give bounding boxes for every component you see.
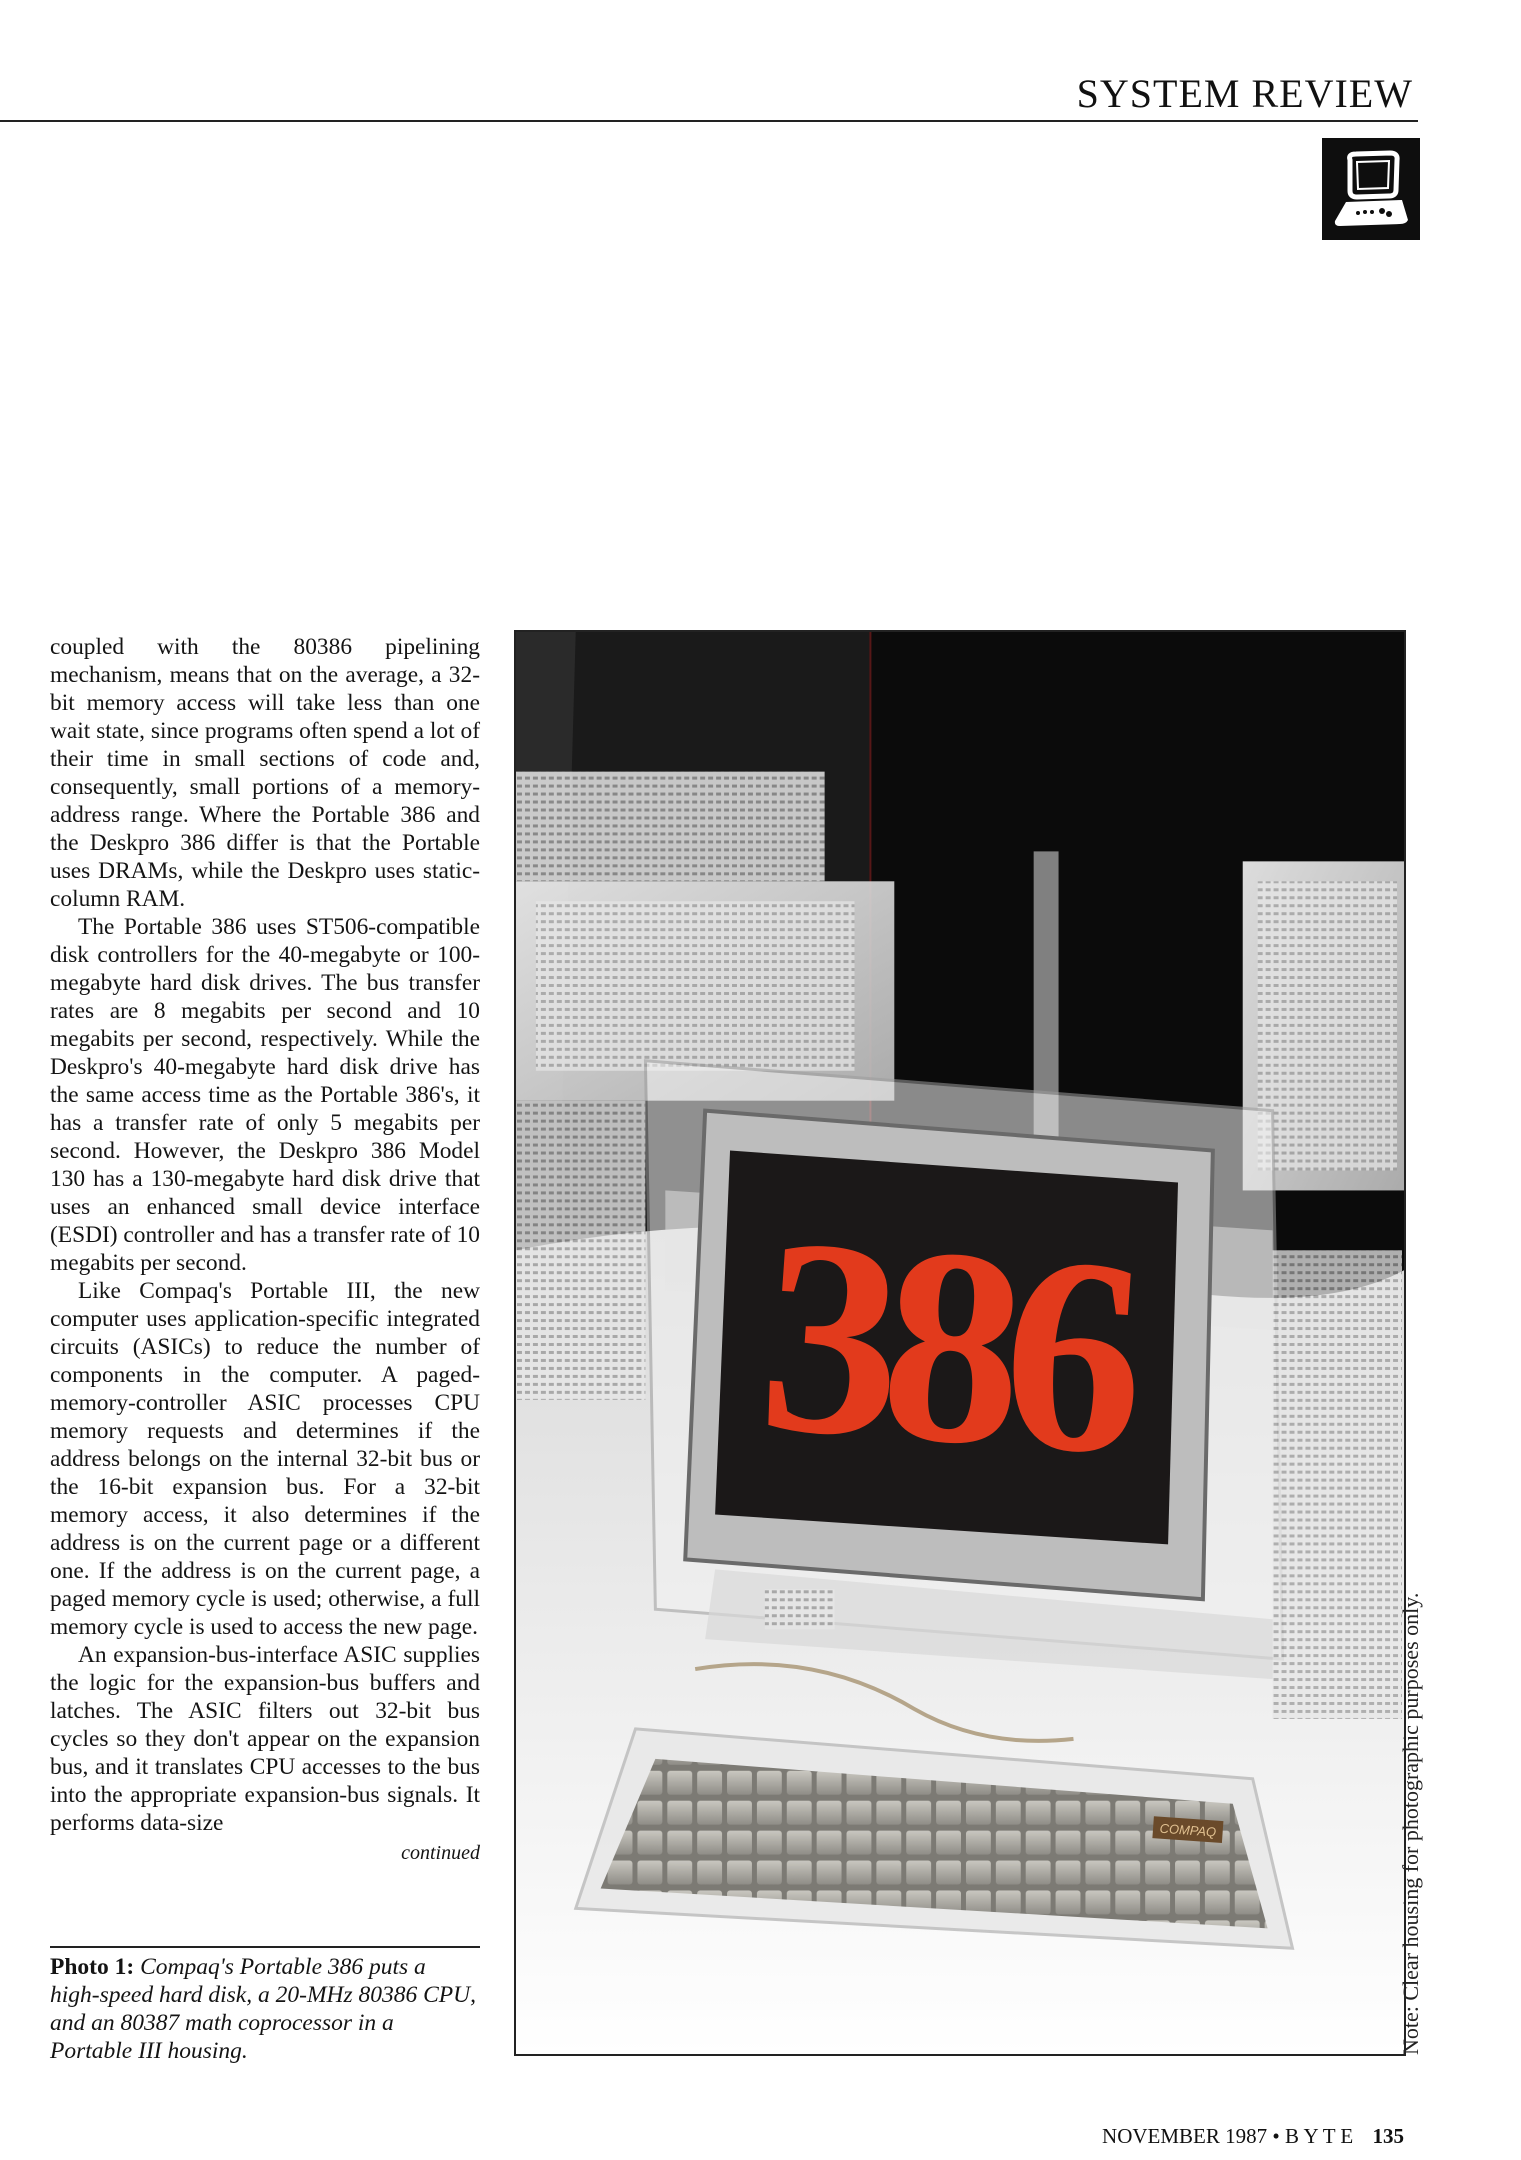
section-title: SYSTEM REVIEW bbox=[1076, 71, 1413, 116]
continued-note: continued bbox=[401, 1842, 480, 1864]
product-photo bbox=[514, 630, 1406, 2056]
article-column bbox=[50, 633, 480, 1867]
side-note-text: Note: Clear housing for photographic purposes only. bbox=[1398, 1592, 1423, 2055]
article-paragraph-4: An expansion-bus-interface ASIC supplies the logic for the expansion-bus buffers and latches. The ASIC filters out 32-bit bus cycles so they don't appear on the expansion bus, and it translates CPU accesses to the bus into the appropriate expansion-bus signals. It performs data-size bbox=[50, 1642, 480, 1836]
header-rule bbox=[0, 120, 1418, 122]
screen-numeral: 386 bbox=[751, 1179, 1137, 1514]
page-footer bbox=[1102, 2124, 1404, 2149]
computer-icon bbox=[1322, 138, 1420, 240]
keyboard-badge: COMPAQ bbox=[1159, 1820, 1217, 1840]
issue-line: NOVEMBER 1987 • B Y T E bbox=[1102, 2124, 1354, 2148]
caption-text: Compaq's Portable 386 puts a high-speed hard disk, a 20-MHz 80386 CPU, and an 80387 math coprocessor in a Portable III housing. bbox=[50, 1954, 477, 2064]
caption-rule bbox=[50, 1946, 480, 1948]
article-paragraph-2: The Portable 386 uses ST506-compatible disk controllers for the 40-megabyte or 100-megabyte hard disk drives. The bus transfer rates are 8 megabits per second and 10 megabits per second, respectively. While the Deskpro's 40-megabyte hard disk drive has the same access time as the Portable 386's, it has a transfer rate of only 5 megabits per second. However, the Deskpro 386 Model 130 has a 130-megabyte hard disk drive that uses an enhanced small device interface (ESDI) controller and has a transfer rate of 10 megabits per second. bbox=[50, 914, 480, 1276]
article-paragraph-1: coupled with the 80386 pipelining mechanism, means that on the average, a 32-bit memory access will take less than one wait state, since programs often spend a lot of their time in small sections of code and, consequently, small portions of a memory-address range. Where the Portable 386 and the Deskpro 386 differ is that the Portable uses DRAMs, while the Deskpro uses static-column RAM. bbox=[50, 634, 480, 912]
article-paragraph-3: Like Compaq's Portable III, the new computer uses application-specific integrated circuits (ASICs) to reduce the number of components in the computer. A paged-memory-controller ASIC processes CPU memory requests and determines if the address belongs on the internal 32-bit bus or the 16-bit expansion bus. For a 32-bit memory access, it also determines if the address is on the current page or a different one. If the address is on the current page, a paged memory cycle is used; otherwise, a full memory cycle is used to access the new page. bbox=[50, 1278, 480, 1640]
page-number: 135 bbox=[1372, 2124, 1404, 2148]
caption-label: Photo 1: bbox=[50, 1954, 135, 1980]
photo-caption bbox=[50, 1953, 480, 2065]
side-note bbox=[1398, 1575, 1424, 2055]
computer-icon-graphic bbox=[1322, 138, 1420, 240]
portable-computer-illustration bbox=[516, 632, 1404, 2054]
